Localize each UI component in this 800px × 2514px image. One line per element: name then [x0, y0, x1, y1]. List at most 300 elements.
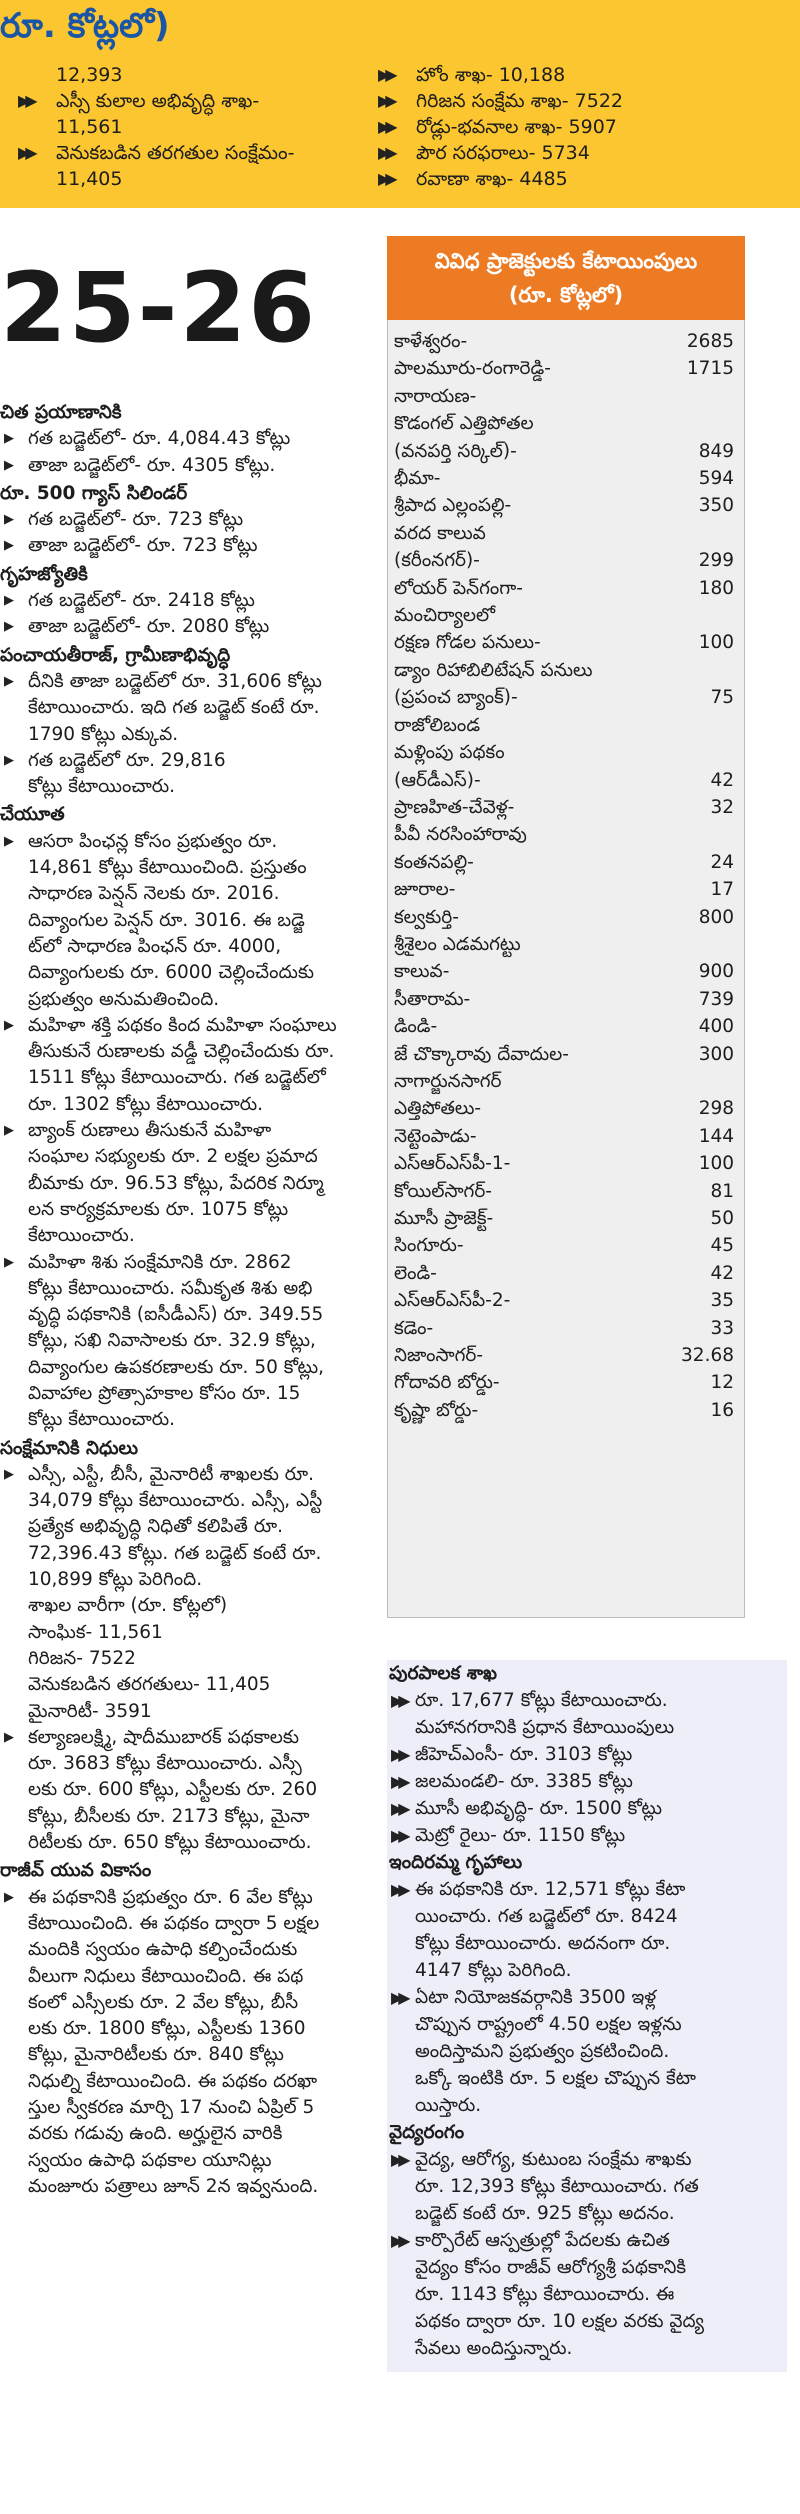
paragraph-line: బడ్జెట్ కంటే రూ. 925 కోట్లు అదనం.	[415, 2203, 675, 2224]
project-value	[664, 739, 734, 766]
project-name: డ్యాం రిహాబిలిటేషన్ పనులు	[394, 659, 593, 681]
project-value	[664, 931, 734, 958]
double-arrow-icon: ▶▶	[378, 65, 393, 84]
project-row	[394, 1315, 734, 1342]
list-item-text: మహిళా శక్తి పథకం కింద మహిళా సంఘాలు	[28, 1014, 337, 1036]
banner-left-text: ఎస్సీ కులాల అభివృద్ధి శాఖ-	[56, 90, 260, 112]
project-value: 17	[710, 879, 734, 901]
section-heading: సంక్షేమానికి నిధులు	[0, 1437, 139, 1459]
project-row	[394, 1041, 734, 1068]
project-name: రక్షణ గోడల పనులు-	[394, 632, 541, 654]
project-name: కాళేశ్వరం-	[394, 331, 468, 352]
project-row	[394, 657, 734, 684]
project-row	[394, 849, 734, 876]
project-name: భీమా-	[394, 468, 441, 490]
list-item	[0, 453, 365, 479]
list-item-text: రూ. 17,677 కోట్లు కేటాయించారు.	[415, 1690, 668, 1711]
project-value: 32.68	[681, 1345, 734, 1367]
project-row	[394, 1342, 734, 1369]
paragraph-line: మంజూరు పత్రాలు జూన్ 2న ఇవ్వనుంది.	[28, 2175, 319, 2197]
project-row	[394, 492, 734, 519]
banner-right-item	[378, 114, 788, 140]
list-item	[0, 507, 365, 533]
project-value: 900	[698, 961, 734, 983]
project-name: గోదావరి బోర్డు-	[394, 1372, 500, 1394]
project-name: కడెం-	[394, 1317, 434, 1339]
paragraph-line: మహానగరానికి ప్రధాన కేటాయింపులు	[415, 1717, 675, 1738]
project-name: మంచిర్యాలలో	[394, 605, 496, 627]
project-row	[394, 1150, 734, 1177]
project-name: కాలువ-	[394, 961, 450, 983]
banner-right-list	[378, 62, 788, 192]
project-value: 100	[698, 1153, 734, 1175]
project-value: 16	[710, 1399, 734, 1421]
triangle-bullet-icon: ▶	[4, 512, 14, 528]
project-value	[664, 821, 734, 848]
banner-left-item	[18, 114, 348, 140]
paragraph-line: 4147 కోట్లు పెరిగింది.	[415, 1960, 572, 1981]
project-row	[394, 1123, 734, 1150]
project-row	[394, 438, 734, 465]
triangle-bullet-icon: ▶	[4, 833, 14, 849]
list-item-text: గత బడ్జెట్‌లో- రూ. 4,084.43 కోట్లు	[28, 428, 291, 450]
project-value: 2685	[686, 331, 734, 352]
project-row	[394, 547, 734, 574]
triangle-bullet-icon: ▶	[4, 457, 14, 473]
triangle-bullet-icon: ▶	[4, 1123, 14, 1139]
double-arrow-icon: ▶▶	[18, 143, 33, 162]
paragraph-line: లకు రూ. 600 కోట్లు, ఎస్టీలకు రూ. 260	[28, 1779, 318, 1801]
list-item	[387, 1687, 787, 1714]
paragraph-line: కోట్లు, సఖి నివాసాలకు రూ. 32.9 కోట్లు,	[28, 1330, 316, 1352]
list-item-text: గత బడ్జెట్‌లో- రూ. 723 కోట్లు	[28, 509, 244, 531]
double-arrow-icon: ▶▶	[391, 1691, 406, 1710]
list-item	[0, 533, 365, 559]
project-value: 180	[698, 577, 734, 599]
list-item-text: గత బడ్జెట్‌లో- రూ. 2418 కోట్లు	[28, 590, 255, 612]
project-name: జే చొక్కారావు దేవాదుల-	[394, 1043, 569, 1065]
project-value: 33	[710, 1317, 734, 1339]
year-heading: 25-26	[0, 252, 318, 364]
project-row	[394, 1095, 734, 1122]
banner-left-item	[18, 140, 348, 166]
list-item	[387, 1795, 787, 1822]
paragraph-line: సంఘాల సభ్యులకు రూ. 2 లక్షల ప్రమాద	[28, 1146, 318, 1168]
paragraph-line: 72,396.43 కోట్లు. గత బడ్జెట్ కంటే రూ.	[28, 1542, 322, 1564]
triangle-bullet-icon: ▶	[4, 619, 14, 635]
project-value: 350	[698, 495, 734, 517]
double-arrow-icon: ▶▶	[391, 1826, 406, 1845]
project-name: కొడంగల్ ఎత్తిపోతల	[394, 413, 534, 435]
list-item	[387, 1984, 787, 2011]
list-item-text: తాజా బడ్జెట్‌లో- రూ. 4305 కోట్లు.	[28, 454, 276, 476]
project-value	[664, 383, 734, 410]
project-row	[394, 602, 734, 629]
double-arrow-icon: ▶▶	[18, 91, 33, 110]
project-value: 300	[698, 1043, 734, 1065]
list-item	[0, 1013, 365, 1039]
project-row	[394, 328, 734, 355]
project-name: నారాయణ-	[394, 385, 477, 407]
project-name: శ్రీశైలం ఎడమగట్టు	[394, 933, 521, 955]
paragraph-line: స్తుల స్వీకరణ మార్చి 17 నుంచి ఏప్రిల్ 5	[28, 2097, 315, 2118]
section-heading: ఇందిరమ్మ గృహాలు	[389, 1852, 523, 1873]
paragraph-line: శాఖల వారీగా (రూ. కోట్లలో)	[28, 1595, 228, 1617]
triangle-bullet-icon: ▶	[4, 431, 14, 447]
list-item-text: ఎస్సీ, ఎస్టీ, బీసీ, మైనారిటీ శాఖలకు రూ.	[28, 1463, 314, 1485]
paragraph-line: లన కార్యక్రమాలకు రూ. 1075 కోట్లు	[28, 1198, 289, 1220]
section-heading: గృహజ్యోతికి	[0, 563, 88, 585]
project-value: 35	[710, 1290, 734, 1312]
paragraph-line: రూ. 12,393 కోట్లు కేటాయించారు. గత	[415, 2176, 699, 2197]
list-item	[387, 1822, 787, 1849]
project-row	[394, 1260, 734, 1287]
project-value: 81	[710, 1180, 734, 1202]
paragraph-line: కోట్లు, మైనారిటీలకు రూ. 840 కోట్లు	[28, 2044, 284, 2066]
project-name: నాగార్జునసాగర్	[394, 1070, 502, 1092]
project-value: 42	[710, 1262, 734, 1284]
paragraph-line: 10,899 కోట్లు పెరిగింది.	[28, 1569, 203, 1591]
list-item-text: బ్యాంక్ రుణాలు తీసుకునే మహిళా	[28, 1120, 272, 1142]
paragraph-line: అందిస్తామని ప్రభుత్వం ప్రకటించింది.	[415, 2041, 670, 2062]
triangle-bullet-icon: ▶	[4, 752, 14, 768]
project-value: 12	[710, 1372, 734, 1394]
project-value	[664, 520, 734, 547]
paragraph-line: స్వయం ఉపాధి పథకాల యూనిట్లు	[28, 2149, 272, 2171]
triangle-bullet-icon: ▶	[4, 1017, 14, 1033]
paragraph-line: కోట్లు కేటాయించారు. సమీకృత శిశు అభి	[28, 1277, 313, 1299]
paragraph-line: వివాహాల ప్రోత్సాహకాల కోసం రూ. 15	[28, 1382, 301, 1404]
project-row	[394, 1232, 734, 1259]
project-name: ఎస్ఆర్ఎస్‌పీ-2-	[394, 1290, 511, 1312]
paragraph-line: సాంఘిక- 11,561	[28, 1621, 163, 1643]
list-item-text: దీనికి తాజా బడ్జెట్‌లో రూ. 31,606 కోట్లు	[28, 670, 322, 692]
list-item	[0, 1250, 365, 1276]
project-value: 594	[698, 468, 734, 490]
list-item	[387, 1741, 787, 1768]
project-row	[394, 410, 734, 437]
list-item-text: ఏటా నియోజకవర్గానికి 3500 ఇళ్ల	[415, 1987, 657, 2008]
paragraph-line: ఒక్కో ఇంటికి రూ. 5 లక్షల చొప్పున కేటా	[415, 2068, 696, 2089]
project-value: 45	[710, 1235, 734, 1257]
project-row	[394, 739, 734, 766]
project-row	[394, 465, 734, 492]
project-name: లోయర్ పెన్‌గంగా-	[394, 577, 523, 599]
banner-left-item	[18, 166, 348, 192]
list-item-text: ఆసరా పింఛన్ల కోసం ప్రభుత్వం రూ.	[28, 830, 278, 852]
paragraph-line: వైద్యం కోసం రాజీవ్ ఆరోగ్యశ్రీ పథకానికి	[415, 2257, 686, 2278]
project-value	[664, 1068, 734, 1095]
project-value: 849	[698, 440, 734, 462]
project-value: 75	[710, 687, 734, 709]
project-row	[394, 986, 734, 1013]
paragraph-line: బీమాకు రూ. 96.53 కోట్లు, పేదరిక నిర్మూ	[28, 1172, 324, 1194]
project-row	[394, 1178, 734, 1205]
banner-left-text: 11,405	[56, 168, 123, 190]
project-row	[394, 1287, 734, 1314]
banner-right-text: హోం శాఖ- 10,188	[416, 64, 566, 86]
project-row	[394, 1013, 734, 1040]
double-arrow-icon: ▶▶	[378, 143, 393, 162]
project-name: (ఆర్‌డీఎస్)-	[394, 769, 481, 791]
paragraph-line: వెనుకబడిన తరగతులు- 11,405	[28, 1674, 271, 1696]
list-item	[387, 2146, 787, 2173]
project-name: మూసీ ప్రాజెక్ట్-	[394, 1208, 494, 1229]
project-name: (వనపర్తి సర్కిల్)-	[394, 440, 517, 462]
triangle-bullet-icon: ▶	[4, 1254, 14, 1270]
paragraph-line: కేటాయించారు.	[28, 1225, 135, 1247]
project-row	[394, 821, 734, 848]
paragraph-line: లకు రూ. 1800 కోట్లు, ఎస్టీలకు 1360	[28, 2018, 306, 2040]
triangle-bullet-icon: ▶	[4, 1729, 14, 1745]
list-item-text: తాజా బడ్జెట్‌లో- రూ. 2080 కోట్లు	[28, 616, 270, 638]
list-item	[0, 426, 365, 452]
project-name: ప్రాణహిత-చేవెళ్ల-	[394, 796, 515, 818]
project-value	[664, 410, 734, 437]
triangle-bullet-icon: ▶	[4, 1889, 14, 1905]
paragraph-line: దివ్యాంగుల ఉపకరణాలకు రూ. 50 కోట్లు,	[28, 1356, 325, 1378]
paragraph-line: రూ. 1302 కోట్లు కేటాయించారు.	[28, 1093, 264, 1115]
section-heading: చిత ప్రయాణానికి	[0, 402, 122, 423]
project-row	[394, 712, 734, 739]
banner-left-text: వెనుకబడిన తరగతుల సంక్షేమం-	[56, 142, 295, 164]
project-name: మళ్లింపు పథకం	[394, 742, 505, 764]
banner-right-text: రోడ్లు-భవనాల శాఖ- 5907	[416, 116, 617, 138]
project-row	[394, 767, 734, 794]
project-name: లెండి-	[394, 1262, 437, 1284]
triangle-bullet-icon: ▶	[4, 1466, 14, 1482]
double-arrow-icon: ▶▶	[391, 1799, 406, 1818]
project-row	[394, 1397, 734, 1424]
projects-heading-line2: (రూ. కోట్లలో)	[508, 283, 624, 307]
paragraph-line: పథకం ద్వారా రూ. 10 లక్షల వరకు వైద్య	[415, 2311, 704, 2332]
project-name: డిండి-	[394, 1016, 438, 1038]
banner-right-text: గిరిజన సంక్షేమ శాఖ- 7522	[416, 90, 623, 112]
list-item-text: ఈ పథకానికి రూ. 12,571 కోట్లు కేటా	[415, 1879, 686, 1900]
paragraph-line: యిస్తారు.	[415, 2095, 482, 2116]
project-value: 100	[698, 632, 734, 654]
triangle-bullet-icon: ▶	[4, 673, 14, 689]
double-arrow-icon: ▶▶	[378, 169, 393, 188]
double-arrow-icon: ▶▶	[391, 1880, 406, 1899]
paragraph-line: తీసుకునే రుణాలకు వడ్డీ చెల్లించేందుకు రూ.	[28, 1041, 335, 1063]
section-heading: రూ. 500 గ్యాస్ సిలిండర్	[0, 482, 188, 504]
project-row	[394, 904, 734, 931]
project-value: 144	[698, 1125, 734, 1147]
list-item-text: మెట్రో రైలు- రూ. 1150 కోట్లు	[415, 1825, 626, 1846]
project-name: సింగూరు-	[394, 1235, 464, 1257]
paragraph-line: మైనారిటీ- 3591	[28, 1700, 152, 1722]
project-row	[394, 355, 734, 382]
list-item	[0, 748, 365, 774]
project-name: ఎస్ఆర్ఎస్‌పీ-1-	[394, 1153, 511, 1175]
banner-right-item	[378, 166, 788, 192]
banner-right-item	[378, 62, 788, 88]
project-name: కోయిల్‌సాగర్-	[394, 1180, 492, 1202]
project-row	[394, 794, 734, 821]
list-item-text: వైద్య, ఆరోగ్య, కుటుంబ సంక్షేమ శాఖకు	[415, 2149, 692, 2170]
paragraph-line: సాధారణ పెన్షన్ నెలకు రూ. 2016.	[28, 883, 280, 905]
list-item-text: తాజా బడ్జెట్‌లో- రూ. 723 కోట్లు	[28, 535, 258, 557]
double-arrow-icon: ▶▶	[378, 117, 393, 136]
banner-right-item	[378, 88, 788, 114]
project-row	[394, 383, 734, 410]
project-value	[664, 602, 734, 629]
banner-right-text: రవాణా శాఖ- 4485	[416, 168, 568, 190]
double-arrow-icon: ▶▶	[391, 1745, 406, 1764]
paragraph-line: వీలుగా నిధులు కేటాయించింది. ఈ పథ	[28, 1965, 304, 1987]
paragraph-line: నిధుల్ని కేటాయించింది. ఈ పథకం దరఖా	[28, 2070, 318, 2092]
banner-left-list	[18, 62, 348, 192]
project-value: 42	[710, 769, 734, 791]
project-name: (కరీంనగర్)-	[394, 550, 480, 572]
section-heading: చేయూత	[0, 804, 65, 826]
list-item	[0, 614, 365, 640]
project-row	[394, 575, 734, 602]
list-item	[0, 1725, 365, 1751]
paragraph-line: రూ. 3683 కోట్లు కేటాయించారు. ఎస్సీ	[28, 1753, 302, 1775]
double-arrow-icon: ▶▶	[391, 1772, 406, 1791]
paragraph-line: కోట్లు కేటాయించారు.	[28, 776, 175, 798]
paragraph-line: దివ్యాంగులకు రూ. 6000 చెల్లించేందుకు	[28, 962, 315, 984]
banner-left-item	[18, 62, 348, 88]
list-item-text: ఈ పథకానికి ప్రభుత్వం రూ. 6 వేల కోట్లు	[28, 1886, 313, 1908]
paragraph-line: కేటాయించారు. ఇది గత బడ్జెట్ కంటే రూ.	[28, 697, 320, 719]
right-lower-column	[387, 1660, 787, 2372]
paragraph-line: కోట్లు, బీసీలకు రూ. 2173 కోట్లు, మైనా	[28, 1805, 310, 1827]
paragraph-line: వృద్ధి పథకానికి (ఐసీడీఎస్) రూ. 349.55	[28, 1304, 324, 1326]
section-heading: పురపాలక శాఖ	[389, 1663, 498, 1684]
list-item	[0, 588, 365, 614]
list-item-text: మహిళా శిశు సంక్షేమానికి రూ. 2862	[28, 1251, 292, 1273]
project-name: శ్రీపాద ఎల్లంపల్లి-	[394, 495, 512, 517]
paragraph-line: కోట్లు కేటాయించారు.	[28, 1409, 175, 1431]
project-row	[394, 1205, 734, 1232]
paragraph-line: కేటాయించింది. ఈ పథకం ద్వారా 5 లక్షల	[28, 1912, 320, 1934]
list-item-text: జలమండలి- రూ. 3385 కోట్లు	[415, 1771, 633, 1792]
project-value: 800	[698, 906, 734, 928]
list-item	[387, 1768, 787, 1795]
list-item	[0, 1118, 365, 1144]
banner-left-text: 12,393	[56, 64, 123, 86]
banner-left-item	[18, 88, 348, 114]
project-row	[394, 1068, 734, 1095]
project-value: 32	[710, 796, 734, 818]
list-item	[0, 829, 365, 855]
project-value: 298	[698, 1098, 734, 1120]
banner-left-text: 11,561	[56, 116, 123, 138]
project-name: రాజోలిబండ	[394, 714, 481, 736]
double-arrow-icon: ▶▶	[391, 1988, 406, 2007]
project-value: 739	[698, 988, 734, 1010]
list-item-text: గత బడ్జెట్‌లో రూ. 29,816	[28, 749, 226, 771]
paragraph-line: 34,079 కోట్లు కేటాయించారు. ఎస్సీ, ఎస్టీ	[28, 1490, 323, 1512]
paragraph-line: ట్‌లో సాధారణ పింఛన్ రూ. 4000,	[28, 935, 282, 957]
section-heading: రాజీవ్ యువ వికాసం	[0, 1860, 152, 1882]
paragraph-line: దివ్యాంగుల పెన్షన్ రూ. 3016. ఈ బడ్జె	[28, 909, 305, 931]
paragraph-line: మందికి స్వయం ఉపాధి కల్పించేందుకు	[28, 1939, 298, 1961]
project-value	[664, 657, 734, 684]
list-item	[387, 1876, 787, 1903]
project-value: 24	[710, 851, 734, 873]
top-banner	[0, 0, 800, 208]
paragraph-line: రిటీలకు రూ. 650 కోట్లు కేటాయించారు.	[28, 1832, 312, 1854]
project-value: 1715	[686, 358, 734, 380]
project-row	[394, 958, 734, 985]
project-name: ఎత్తిపోతలు-	[394, 1098, 482, 1120]
project-name: పాలమూరు-రంగారెడ్డి-	[394, 358, 551, 380]
project-name: నిజాంసాగర్-	[394, 1345, 484, 1367]
projects-list	[387, 320, 745, 1618]
section-heading: పంచాయతీరాజ్, గ్రామీణాభివృద్ధి	[0, 644, 231, 666]
section-heading: వైద్యరంగం	[389, 2122, 465, 2143]
project-name: కంతనపల్లి-	[394, 851, 474, 873]
triangle-bullet-icon: ▶	[4, 538, 14, 554]
banner-right-item	[378, 140, 788, 166]
left-article-column	[0, 398, 365, 2200]
paragraph-line: సేవలు అందిస్తున్నారు.	[415, 2338, 573, 2359]
project-name: సీతారామ-	[394, 988, 471, 1010]
list-item	[0, 669, 365, 695]
paragraph-line: ప్రభుత్వం అనుమతించింది.	[28, 988, 220, 1010]
list-item-text: మూసీ అభివృద్ధి- రూ. 1500 కోట్లు	[415, 1798, 663, 1819]
projects-box-heading	[387, 236, 745, 320]
triangle-bullet-icon: ▶	[4, 593, 14, 609]
project-name: (ప్రపంచ బ్యాంక్)-	[394, 687, 518, 709]
list-item	[387, 2227, 787, 2254]
projects-allocation-box	[387, 236, 745, 1618]
project-name: నెట్టెంపాడు-	[394, 1125, 477, 1147]
project-value	[664, 712, 734, 739]
project-value: 400	[698, 1016, 734, 1038]
paragraph-line: కంలో ఎస్సీలకు రూ. 2 వేల కోట్లు, బీసీ	[28, 1991, 299, 2013]
project-name: పీవీ నరసింహారావు	[394, 824, 527, 846]
list-item-text: జీహెచ్ఎంసీ- రూ. 3103 కోట్లు	[415, 1744, 633, 1765]
project-row	[394, 1369, 734, 1396]
project-row	[394, 520, 734, 547]
project-row	[394, 876, 734, 903]
paragraph-line: యించారు. గత బడ్జెట్‌లో రూ. 8424	[415, 1906, 678, 1927]
double-arrow-icon: ▶▶	[378, 91, 393, 110]
project-value: 299	[698, 550, 734, 572]
project-name: జూరాల-	[394, 879, 456, 901]
list-item-text: కల్యాణలక్ష్మి, షాదీముబారక్ పథకాలకు	[28, 1726, 299, 1748]
paragraph-line: వరకు గడువు ఉంది. అర్హులైన వారికి	[28, 2123, 283, 2145]
paragraph-line: చొప్పున రాష్ట్రంలో 4.50 లక్షల ఇళ్లను	[415, 2014, 682, 2035]
double-arrow-icon: ▶▶	[391, 2150, 406, 2169]
list-item	[0, 1885, 365, 1911]
paragraph-line: 1511 కోట్లు కేటాయించారు. గత బడ్జెట్‌లో	[28, 1067, 326, 1089]
paragraph-line: ప్రత్యేక అభివృద్ధి నిధితో కలిపితే రూ.	[28, 1516, 284, 1538]
paragraph-line: 1790 కోట్లు ఎక్కువ.	[28, 723, 179, 745]
list-item-text: కార్పొరేట్ ఆస్పత్రుల్లో పేదలకు ఉచిత	[415, 2230, 670, 2251]
project-row	[394, 684, 734, 711]
banner-right-text: పౌర సరఫరాలు- 5734	[416, 142, 590, 164]
paragraph-line: రూ. 1143 కోట్లు కేటాయించారు. ఈ	[415, 2284, 675, 2305]
banner-title: రూ. కోట్లలో)	[0, 6, 170, 46]
paragraph-line: 14,861 కోట్లు కేటాయించింది. ప్రస్తుతం	[28, 857, 307, 879]
project-value: 50	[710, 1208, 734, 1229]
projects-heading-line1: వివిధ ప్రాజెక్టులకు కేటాయింపులు	[434, 249, 698, 273]
project-row	[394, 629, 734, 656]
double-arrow-icon: ▶▶	[391, 2231, 406, 2250]
paragraph-line: కోట్లు కేటాయించారు. అదనంగా రూ.	[415, 1933, 671, 1954]
project-row	[394, 931, 734, 958]
paragraph-line: గిరిజన- 7522	[28, 1647, 136, 1669]
project-name: కృష్ణా బోర్డు-	[394, 1399, 479, 1421]
project-name: కల్వకుర్తి-	[394, 906, 459, 928]
list-item	[0, 1462, 365, 1488]
